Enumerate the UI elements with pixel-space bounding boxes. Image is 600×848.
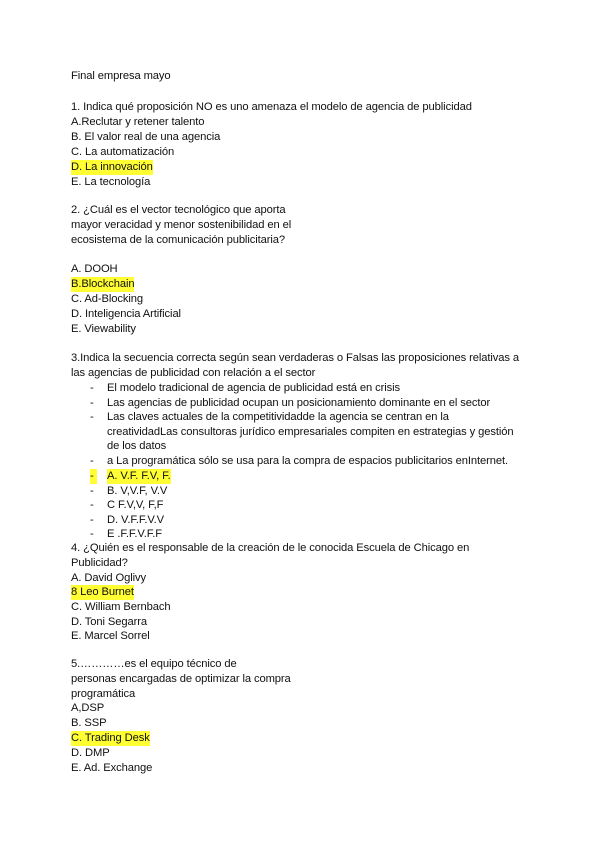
q4-option-e: E. Marcel Sorrel xyxy=(71,630,150,642)
q3-statement-3-line: Las claves actuales de la competitividadde la agencia se centran en la xyxy=(107,411,449,423)
q3-question-line: 3.Indica la secuencia correcta según sean verdaderas o Falsas las proposiciones relativas a xyxy=(71,352,519,364)
q3-bullet: - xyxy=(90,499,94,511)
q3-statement-2: Las agencias de publicidad ocupan un posicionamiento dominante en el sector xyxy=(107,397,491,409)
q5-option-e: E. Ad. Exchange xyxy=(71,762,153,774)
q5-option-c-answer: C. Trading Desk xyxy=(71,732,150,744)
q3-bullet: - xyxy=(90,514,94,526)
q3-statement-4: a La programática sólo se usa para la compra de espacios publicitarios enInternet. xyxy=(107,455,508,467)
q3-bullet: - xyxy=(90,411,94,423)
q4-option-d: D. Toni Segarra xyxy=(71,616,148,628)
q5-option-a: A,DSP xyxy=(71,702,105,714)
q5-question-line: 5.…………es el equipo técnico de xyxy=(71,658,237,670)
q1-option-e: E. La tecnología xyxy=(71,176,151,188)
q3-option-e: E .F.F.V.F.F xyxy=(107,528,162,540)
q4-question-line: 4. ¿Quién es el responsable de la creación de le conocida Escuela de Chicago en xyxy=(71,542,470,554)
q3-bullet: - xyxy=(90,397,94,409)
q4-question-line: Publicidad? xyxy=(71,557,128,569)
q1-option-c: C. La automatización xyxy=(71,146,175,158)
q2-option-d: D. Inteligencia Artificial xyxy=(71,308,181,320)
q2-option-e: E. Viewability xyxy=(71,323,136,335)
q3-option-c: C F.V,V, F,F xyxy=(107,499,164,511)
q3-option-a-answer: A. V.F. F.V, F. xyxy=(107,470,171,482)
q1-option-b: B. El valor real de una agencia xyxy=(71,131,221,143)
q3-bullet-answer: - xyxy=(90,469,97,484)
q1-question: 1. Indica qué proposición NO es uno amenaza el modelo de agencia de publicidad xyxy=(71,101,472,113)
q3-statement-3-line: creatividadLas consultoras jurídico empresariales compiten en estrategias y gestión xyxy=(107,426,514,438)
q3-statement-3-line: de los datos xyxy=(107,440,167,452)
q3-bullet: - xyxy=(90,485,94,497)
q4-option-a: A. David Oglivy xyxy=(71,572,146,584)
q3-bullet: - xyxy=(90,455,94,467)
q3-statement-1: El modelo tradicional de agencia de publicidad está en crisis xyxy=(107,382,401,394)
q5-option-b: B. SSP xyxy=(71,717,107,729)
q3-bullet: - xyxy=(90,382,94,394)
q3-option-b: B. V,V.F, V.V xyxy=(107,485,168,497)
q5-option-d: D. DMP xyxy=(71,747,110,759)
q3-bullet: - xyxy=(90,528,94,540)
q2-question-line: ecosistema de la comunicación publicitaria? xyxy=(71,234,285,246)
document-title: Final empresa mayo xyxy=(71,70,171,82)
q5-question-line: programática xyxy=(71,688,136,700)
q2-question-line: 2. ¿Cuál es el vector tecnológico que aporta xyxy=(71,204,286,216)
q2-option-a: A. DOOH xyxy=(71,263,118,275)
q2-option-c: C. Ad-Blocking xyxy=(71,293,143,305)
q2-question-line: mayor veracidad y menor sostenibilidad en el xyxy=(71,219,292,231)
q5-question-line: personas encargadas de optimizar la compra xyxy=(71,673,291,685)
q3-option-d: D. V.F.F.V.V xyxy=(107,514,165,526)
q1-option-a: A.Reclutar y retener talento xyxy=(71,116,205,128)
q1-option-d-answer: D. La innovación xyxy=(71,161,153,173)
q2-option-b-answer: B.Blockchain xyxy=(71,278,135,290)
q4-option-c: C. William Bernbach xyxy=(71,601,171,613)
q3-question-line: las agencias de publicidad con relación a el sector xyxy=(71,367,316,379)
q4-option-b-answer: 8 Leo Burnet xyxy=(71,586,134,598)
